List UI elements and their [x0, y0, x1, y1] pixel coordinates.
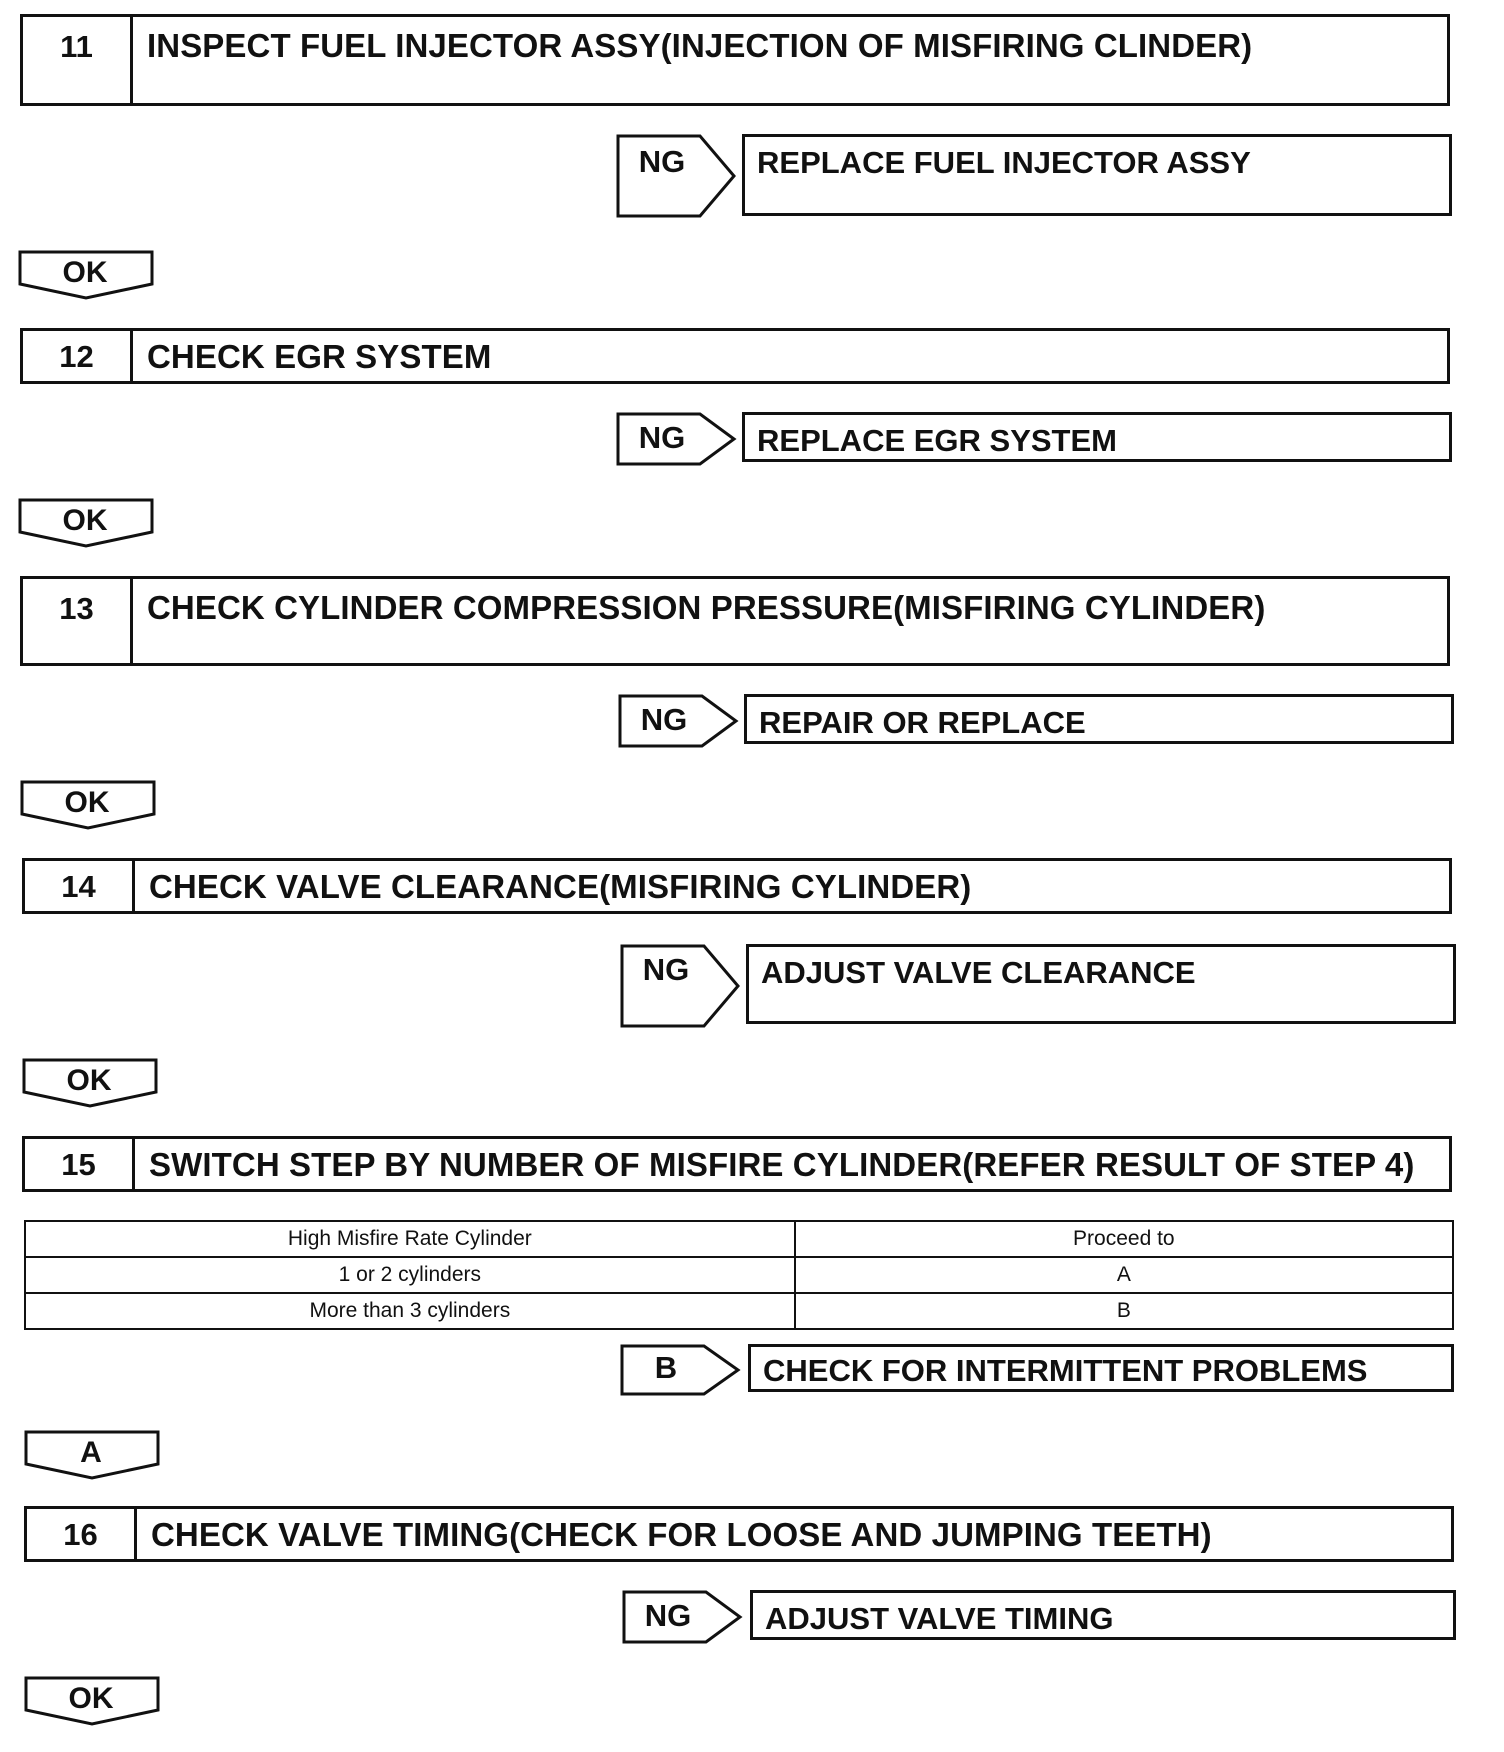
table-header-row [25, 1221, 1453, 1257]
misfire-condition-table [24, 1220, 1454, 1330]
step-title: CHECK VALVE TIMING(CHECK FOR LOOSE AND JUMPING TEETH) [151, 1516, 1212, 1553]
branch-label: B [654, 1350, 678, 1385]
table-header-cell: Proceed to [795, 1221, 1453, 1257]
step-title: CHECK VALVE CLEARANCE(MISFIRING CYLINDER) [149, 868, 972, 905]
branch-label: NG [638, 420, 686, 455]
branch-label: NG [644, 1598, 692, 1633]
continue-label: A [80, 1436, 102, 1469]
step-number: 13 [23, 579, 133, 663]
step-15-box [22, 1136, 1452, 1192]
continue-label: OK [62, 256, 108, 289]
step-title: SWITCH STEP BY NUMBER OF MISFIRE CYLINDER(REFER RESULT OF STEP 4) [149, 1146, 1415, 1183]
step-number: 11 [23, 17, 133, 103]
branch-action-box: ADJUST VALVE TIMING [750, 1590, 1456, 1640]
continue-label: OK [64, 786, 110, 819]
step-title: INSPECT FUEL INJECTOR ASSY(INJECTION OF MISFIRING CLINDER) [147, 27, 1253, 64]
table-cell: More than 3 cylinders [25, 1293, 795, 1329]
step-number: 12 [23, 331, 133, 381]
step-number: 14 [25, 861, 135, 911]
step-number: 15 [25, 1139, 135, 1189]
table-cell: B [795, 1293, 1453, 1329]
table-row [25, 1257, 1453, 1293]
branch-action-box: REPLACE FUEL INJECTOR ASSY [742, 134, 1452, 216]
branch-label: NG [642, 952, 690, 987]
table-header-cell: High Misfire Rate Cylinder [25, 1221, 795, 1257]
table-cell: A [795, 1257, 1453, 1293]
branch-action-box: REPAIR OR REPLACE [744, 694, 1454, 744]
table-row [25, 1293, 1453, 1329]
step-title: CHECK CYLINDER COMPRESSION PRESSURE(MISFIRING CYLINDER) [147, 589, 1266, 626]
step-16-box [24, 1506, 1454, 1562]
branch-action-box: ADJUST VALVE CLEARANCE [746, 944, 1456, 1024]
branch-label: NG [640, 702, 688, 737]
branch-action-box: REPLACE EGR SYSTEM [742, 412, 1452, 462]
branch-action-box: CHECK FOR INTERMITTENT PROBLEMS [748, 1344, 1454, 1392]
continue-label: OK [66, 1064, 112, 1097]
branch-label: NG [638, 144, 686, 179]
step-number: 16 [27, 1509, 137, 1559]
step-14-box [22, 858, 1452, 914]
step-title: CHECK EGR SYSTEM [147, 338, 492, 375]
step-12-box [20, 328, 1450, 384]
table-cell: 1 or 2 cylinders [25, 1257, 795, 1293]
step-13-box [20, 576, 1450, 666]
continue-label: OK [68, 1682, 114, 1715]
continue-label: OK [62, 504, 108, 537]
step-11-box [20, 14, 1450, 106]
